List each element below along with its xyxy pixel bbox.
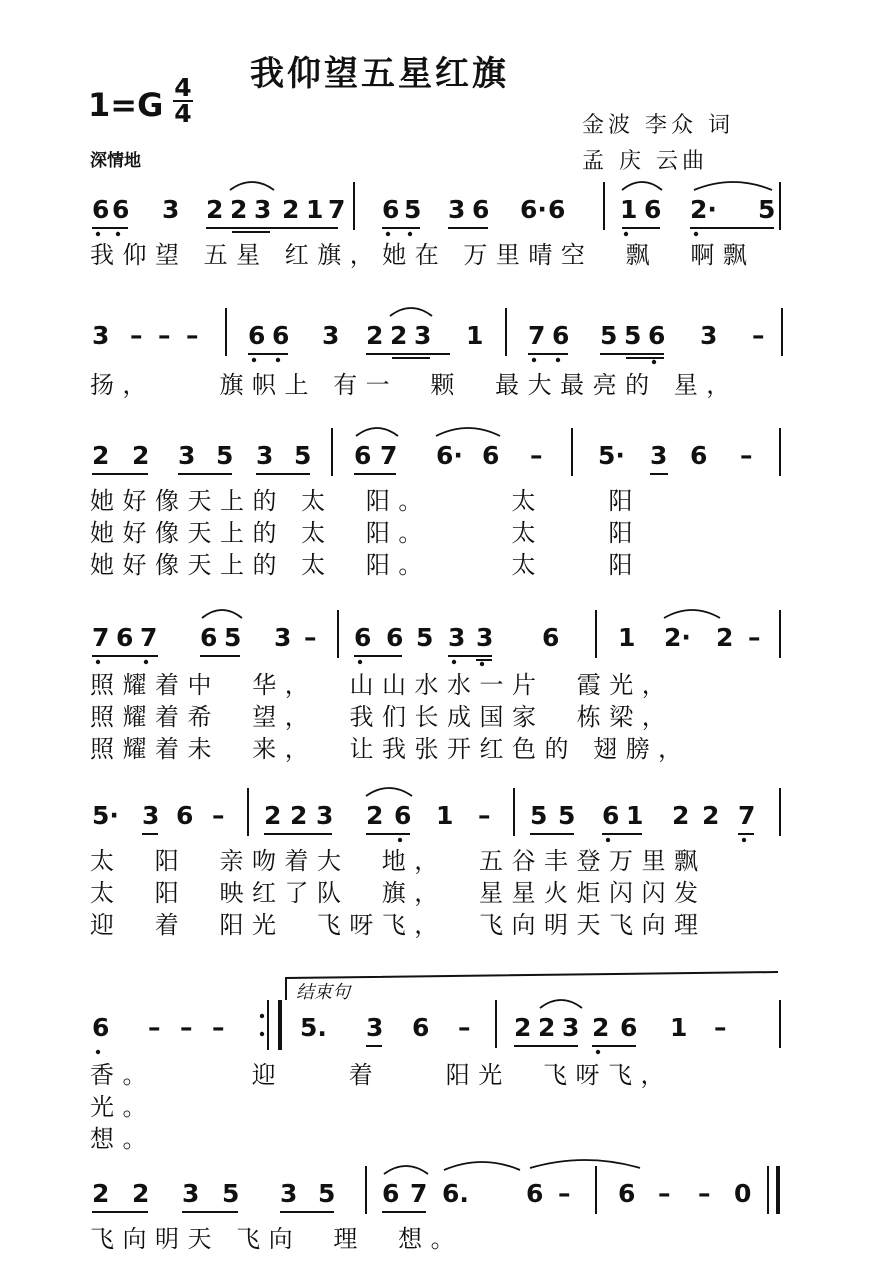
note: –	[148, 1013, 161, 1042]
note: –	[130, 321, 143, 350]
note: –	[478, 801, 491, 830]
note: 5	[318, 1179, 336, 1208]
slur	[384, 1166, 428, 1174]
note: 2	[672, 801, 690, 830]
octave-dot	[480, 662, 484, 666]
note: 5	[624, 321, 642, 350]
note: 6	[394, 801, 412, 830]
lyric-line: 香。 迎 着 阳光 飞呀飞，	[90, 1061, 674, 1089]
octave-dot	[358, 660, 362, 664]
lyric-line: 太 阳 亲吻着大 地， 五谷丰登万里飘	[90, 847, 707, 875]
note: 3	[700, 321, 718, 350]
note: 7	[92, 623, 110, 652]
octave-dot	[408, 232, 412, 236]
note: 2	[132, 1179, 150, 1208]
time-signature-top: 4	[174, 73, 192, 102]
note: 6	[542, 623, 560, 652]
note: –	[740, 441, 753, 470]
note: 6	[354, 623, 372, 652]
note: –	[212, 801, 225, 830]
ending-bracket	[286, 972, 778, 1000]
note: 2	[366, 321, 384, 350]
composer-credit: 孟 庆 云曲	[582, 149, 708, 174]
note: 6	[382, 195, 400, 224]
note: 5·	[598, 441, 625, 470]
note: 2	[230, 195, 248, 224]
note: 3	[256, 441, 274, 470]
octave-dot	[742, 838, 746, 842]
lyricist-credit: 金波 李众 词	[582, 113, 734, 138]
note: 6	[618, 1179, 636, 1208]
note: 6	[602, 801, 620, 830]
note: –	[180, 1013, 193, 1042]
lyric-line: 太 阳 映红了队 旗， 星星火炬闪闪发	[90, 879, 707, 907]
slur	[664, 610, 720, 618]
octave-dot	[144, 660, 148, 664]
octave-dot	[96, 232, 100, 236]
note: 3	[476, 623, 494, 652]
slur	[356, 428, 398, 436]
note: 6	[526, 1179, 544, 1208]
lyric-line: 飞向明天 飞向 理 想。	[90, 1225, 464, 1253]
slur	[390, 308, 432, 316]
note: 3	[92, 321, 110, 350]
note: 5	[404, 195, 422, 224]
note: 5	[294, 441, 312, 470]
note: 2	[282, 195, 300, 224]
slur	[540, 1000, 582, 1008]
time-signature	[172, 73, 194, 128]
slur	[530, 1160, 640, 1168]
note: 7	[380, 441, 398, 470]
note: 6	[644, 195, 662, 224]
octave-dot	[386, 232, 390, 236]
note: 3	[274, 623, 292, 652]
note: 2	[702, 801, 720, 830]
note: 2	[290, 801, 308, 830]
octave-dot	[96, 660, 100, 664]
note: 6	[200, 623, 218, 652]
note: 3	[254, 195, 272, 224]
note: 3	[280, 1179, 298, 1208]
note: 6	[92, 1013, 110, 1042]
octave-dot	[452, 660, 456, 664]
note: 6	[272, 321, 290, 350]
slur	[444, 1162, 520, 1170]
note: 7	[738, 801, 756, 830]
note: 6	[382, 1179, 400, 1208]
octave-dot	[532, 358, 536, 362]
note: 2·	[690, 195, 717, 224]
lyric-line: 照耀着中 华， 山山水水一片 霞光，	[90, 671, 675, 699]
note: 6	[552, 321, 570, 350]
note: 5·	[92, 801, 119, 830]
note: 5	[216, 441, 234, 470]
note: 5	[224, 623, 242, 652]
note: 6	[176, 801, 194, 830]
note: 6·	[520, 195, 547, 224]
octave-dot	[96, 1050, 100, 1054]
note: 2	[92, 1179, 110, 1208]
note: 0	[734, 1179, 752, 1208]
note: 5	[530, 801, 548, 830]
octave-dot	[652, 360, 656, 364]
note: 3	[414, 321, 432, 350]
note: 7	[528, 321, 546, 350]
note: 1	[466, 321, 484, 350]
note: 2	[92, 441, 110, 470]
note: 2	[538, 1013, 556, 1042]
note: 3	[178, 441, 196, 470]
note: –	[658, 1179, 671, 1208]
note: –	[752, 321, 765, 350]
octave-dot	[252, 358, 256, 362]
octave-dot	[276, 358, 280, 362]
note: 3	[182, 1179, 200, 1208]
note: 6	[548, 195, 566, 224]
note: 6	[386, 623, 404, 652]
octave-dot	[116, 232, 120, 236]
lyric-line: 照耀着未 来， 让我张开红色的 翅膀，	[90, 735, 691, 763]
note: 1	[626, 801, 644, 830]
octave-dot	[606, 838, 610, 842]
key-signature: 1=G	[88, 86, 164, 124]
note: –	[714, 1013, 727, 1042]
note: –	[558, 1179, 571, 1208]
note: 2	[592, 1013, 610, 1042]
note: 2	[132, 441, 150, 470]
octave-dot	[398, 838, 402, 842]
note: –	[530, 441, 543, 470]
note: 1	[306, 195, 324, 224]
note: 3	[448, 623, 466, 652]
note: 1	[436, 801, 454, 830]
note: 2	[264, 801, 282, 830]
note: 3	[322, 321, 340, 350]
octave-dot	[596, 1050, 600, 1054]
note: 2	[206, 195, 224, 224]
note: –	[212, 1013, 225, 1042]
note: 1	[618, 623, 636, 652]
lyric-line: 想。	[90, 1125, 155, 1153]
note: 3	[316, 801, 334, 830]
slur	[202, 610, 242, 618]
slur	[366, 788, 412, 796]
note: 6.	[442, 1179, 469, 1208]
lyric-line: 迎 着 阳光 飞呀飞， 飞向明天飞向理	[90, 911, 707, 939]
note: 1	[670, 1013, 688, 1042]
tempo-marking: 深情地	[90, 151, 141, 171]
note: 1	[620, 195, 638, 224]
octave-dot	[624, 232, 628, 236]
note: –	[458, 1013, 471, 1042]
time-signature-bottom: 4	[174, 99, 192, 128]
note: 6	[482, 441, 500, 470]
octave-dot	[260, 1032, 264, 1036]
note: 3	[448, 195, 466, 224]
note: –	[748, 623, 761, 652]
note: 6	[92, 195, 110, 224]
note: 5.	[300, 1013, 327, 1042]
note: –	[304, 623, 317, 652]
note: 6	[112, 195, 130, 224]
note: 2	[716, 623, 734, 652]
note: 2	[514, 1013, 532, 1042]
lyric-line: 她好像天上的 太 阳。 太 阳	[90, 519, 642, 547]
note: 5	[758, 195, 776, 224]
note: 6	[620, 1013, 638, 1042]
note: 6	[648, 321, 666, 350]
note: 5	[558, 801, 576, 830]
note: 3	[142, 801, 160, 830]
slur	[694, 182, 772, 190]
lyric-line: 光。	[90, 1093, 155, 1121]
note: 2	[366, 801, 384, 830]
note: 7	[410, 1179, 428, 1208]
octave-dot	[694, 232, 698, 236]
note: 6	[354, 441, 372, 470]
note: 5	[600, 321, 618, 350]
note: 2	[390, 321, 408, 350]
note: 3	[162, 195, 180, 224]
note: –	[158, 321, 171, 350]
note: 5	[222, 1179, 240, 1208]
note: 6	[248, 321, 266, 350]
song-title: 我仰望五星红旗	[250, 54, 509, 94]
note: 5	[416, 623, 434, 652]
note: 2·	[664, 623, 691, 652]
note: 7	[140, 623, 158, 652]
lyric-line: 照耀着希 望， 我们长成国家 栋梁，	[90, 703, 675, 731]
note: 6·	[436, 441, 463, 470]
note: –	[698, 1179, 711, 1208]
note: 3	[366, 1013, 384, 1042]
slur	[436, 428, 500, 436]
note: 6	[412, 1013, 430, 1042]
lyric-line: 扬， 旗帜上 有一 颗 最大最亮的 星，	[90, 371, 739, 399]
slur	[230, 182, 274, 190]
note: 6	[472, 195, 490, 224]
octave-dot	[556, 358, 560, 362]
note: 7	[328, 195, 346, 224]
ending-label: 结束句	[296, 982, 350, 1003]
note: 3	[562, 1013, 580, 1042]
note: 6	[116, 623, 134, 652]
lyric-line: 我仰望 五星 红旗，她在 万里晴空 飘 啊飘	[90, 241, 756, 269]
octave-dot	[260, 1014, 264, 1018]
lyric-line: 她好像天上的 太 阳。 太 阳	[90, 551, 642, 579]
lyric-line: 她好像天上的 太 阳。 太 阳	[90, 487, 642, 515]
note: 3	[650, 441, 668, 470]
note: –	[186, 321, 199, 350]
note: 6	[690, 441, 708, 470]
slur	[622, 182, 662, 190]
